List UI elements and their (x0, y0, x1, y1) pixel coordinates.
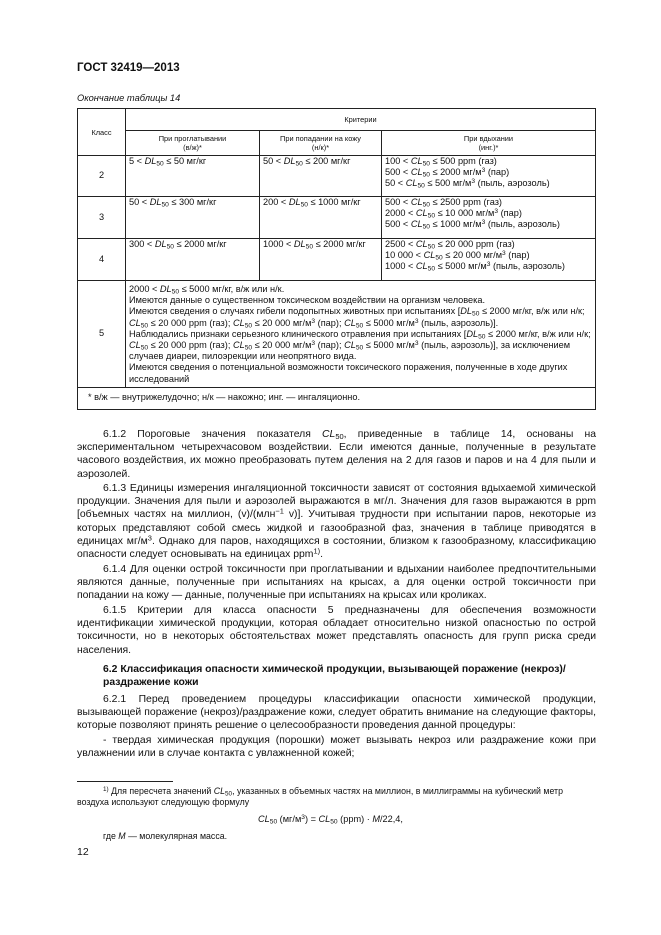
conversion-formula: $CL_{50}$ $(мг/м^3) = CL_{50}$ (ppm) · M/22,4, (258, 814, 403, 826)
class-cell: 3 (78, 197, 126, 239)
inhalation-cell: $100 < CL_{50} \le 500$ ppm (газ) $500 < CL_{50} \le 2000$ $мг/м^3$ (пар) $50 < CL_{50} \le 500$ $мг/м^3$ (пыль, аэрозоль) (382, 156, 596, 197)
criteria-header: Критерии (126, 109, 596, 131)
footnote-text: $^{1)}$ Для пересчета значений $CL_{50}$, указанных в объемных частях на миллион, в миллиграммы на кубический метр воздуха используют следующую формулу (77, 786, 563, 807)
oral-cell: $300 < DL_{50} \le 2000$ мг/кг (126, 239, 260, 281)
oral-header: При проглатывании (в/ж)* (126, 131, 260, 156)
paragraph-6-1-2: 6.1.2 Пороговые значения показателя $CL_{50}$, приведенные в таблице 14, основаны на экспериментальном четырехчасовом воздействии. Если имеются данные, полученные в результате часового воздействия, их можно преобразовать путем деления на 2 для газов и паров и на 4 для пыли и аэрозолей. (77, 429, 597, 480)
paragraph-6-1-3: 6.1.3 Единицы измерения ингаляционной токсичности зависят от состояния вдыхаемой химической продукции. Значения для пыли и аэрозолей выражаются в мг/л. Значения для газов выражаются в ppm [объемных частях на миллион, (v)/(млн$^{-1}$ v)]. Учитывая трудности при испытании паров, некоторые из которых представляют собой смесь жидкой и газообразной фаз, значения в таблице приводятся в единицах $мг/м^3$. Однако для паров, находящихся в состоянии, близком к газообразному, классификацию опасности следует основывать на единицах ppm$^{1)}$. (77, 483, 597, 561)
table-row (78, 281, 596, 388)
table-footnote: * в/ж — внутрижелудочно; н/к — накожно; инг. — ингаляционно. (78, 388, 596, 410)
class5-criteria-cell: $2000 < DL_{50} \le 5000$ мг/кг, в/ж или н/к. Имеются данные о существенном токсическом воздействии на организм человека. Имеются сведения о случаях гибели подопытных животных при испытаниях [$DL_{50} \le 2000$ мг/кг, в/ж или н/к; $CL_{50} \le 20$ 000 ppm (газ); $CL_{50} \le 20$ 000 $мг/м^3$ (пар); $CL_{50} \le 5000$ $мг/м^3$ (пыль, аэрозоль)]. Наблюдались признаки серьезного клинического отравления при испытаниях [$DL_{50} \le 2000$ мг/кг, в/ж или н/к; $CL_{50} \le 20$ 000 ppm (газ); $CL_{50} \le 20$ 000 $мг/м^3$ (пар); $CL_{50} \le 5000$ $мг/м^3$ (пыль, аэрозоль)], за исключением случаев диареи, пилоэрекции или неопрятного вида. Имеются сведения о потенциальной возможности токсического поражения, полученные в ходе других исследований (126, 281, 596, 388)
paragraph-6-1-5: 6.1.5 Критерии для класса опасности 5 предназначены для обеспечения возможности идентификации химической продукции, которая обладает относительно низкой опасностью по острой токсичности, но в некоторых обстоятельствах может представлять опасность для групп риска среди населения. (77, 605, 596, 656)
dermal-cell: $1000 < DL_{50} \le 2000$ мг/кг (260, 239, 382, 281)
section-title-6-2: 6.2 Классификация опасности химической продукции, вызывающей поражение (некроз)/ раздражение кожи (103, 664, 566, 689)
class-header: Класс (78, 109, 126, 156)
footnote-where: где M — молекулярная масса. (103, 831, 228, 841)
page-number: 12 (77, 846, 89, 858)
inhalation-header: При вдыхании (инг.)* (382, 131, 596, 156)
inhalation-cell: $2500 < CL_{50} \le 20$ 000 ppm (газ) 10 $000 < CL_{50} \le 20$ 000 $мг/м^3$ (пар) $1000 < CL_{50} \le 5000$ $мг/м^3$ (пыль, аэрозоль) (382, 239, 596, 281)
class-cell: 4 (78, 239, 126, 281)
table-row (78, 239, 596, 281)
footnote-divider (77, 781, 173, 782)
footnote-ref: 1) (313, 546, 321, 556)
table-row (78, 156, 596, 197)
paragraph-6-1-4: 6.1.4 Для оценки острой токсичности при проглатывании и вдыхании наиболее предпочтительными являются данные, полученные при испытаниях на крысах, а для оценки острой токсичности при попадании на кожу — данные, полученные при испытаниях на крысах или кроликах. (77, 564, 596, 602)
oral-cell: $50 < DL_{50} \le 300$ мг/кг (126, 197, 260, 239)
dermal-cell: $200 < DL_{50} \le 1000$ мг/кг (260, 197, 382, 239)
inhalation-cell: $500 < CL_{50} \le 2500$ ppm (газ) $2000 < CL_{50} \le 10$ 000 $мг/м^3$ (пар) $500 < CL_{50} \le 1000$ $мг/м^3$ (пыль, аэрозоль) (382, 197, 596, 239)
paragraph-6-2-1: 6.2.1 Перед проведением процедуры классификации опасности химической продукции, вызывающей поражение (некроз)/раздражение кожи, следует обратить внимание на следующие факторы, которые позволяют принять решение о целесообразности проведения данной процедуры: (77, 694, 596, 732)
dermal-header: При попадании на кожу (н/к)* (260, 131, 382, 156)
class-cell: 5 (78, 281, 126, 388)
document-header: ГОСТ 32419—2013 (77, 62, 180, 74)
table-row (78, 197, 596, 239)
oral-cell: $5 < DL_{50} \le 50$ мг/кг (126, 156, 260, 197)
table-caption: Окончание таблицы 14 (77, 93, 181, 103)
dermal-cell: $50 < DL_{50} \le 200$ мг/кг (260, 156, 382, 197)
class-cell: 2 (78, 156, 126, 197)
bullet-item: - твердая химическая продукция (порошки) может вызывать некроз или раздражение кожи при увлажнении или в случае контакта с увлажненной кожей; (77, 735, 596, 760)
toxicity-table (77, 108, 596, 410)
